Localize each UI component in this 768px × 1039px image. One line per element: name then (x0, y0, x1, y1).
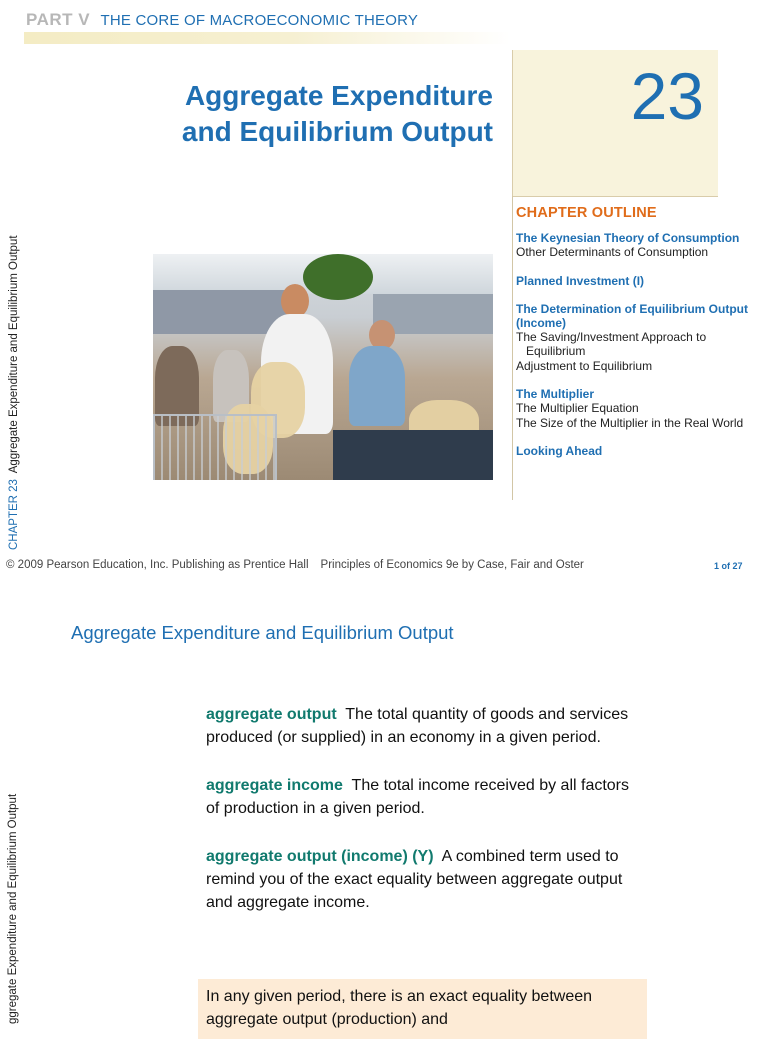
outline-subitem: Equilibrium (526, 344, 586, 358)
chapter-number-box (512, 50, 718, 197)
outline-group (516, 387, 766, 430)
outline-group (516, 231, 766, 260)
page-number: 1 of 27 (714, 561, 743, 571)
part-header (26, 10, 418, 30)
outline-group (516, 274, 766, 288)
footer-book: Principles of Economics 9e by Case, Fair and Oster (320, 559, 584, 571)
chapter-number: 23 (630, 59, 704, 133)
slide-title: Aggregate Expenditure and Equilibrium Output (71, 622, 454, 643)
outline-subitem: The Saving/Investment Approach to (516, 329, 707, 344)
chapter-title-line1: Aggregate Expenditure (184, 80, 493, 111)
definition (206, 845, 646, 914)
definition-term: aggregate output (income) (Y) (206, 848, 434, 865)
definition-text: The total quantity of goods and services produced (or supplied) in an economy in a given period. (206, 706, 629, 746)
chapter-outline (516, 205, 766, 472)
part-title: THE CORE OF MACROECONOMIC THEORY (100, 12, 419, 29)
definition (206, 774, 646, 820)
outline-heading: CHAPTER OUTLINE (516, 205, 657, 221)
definition-term: aggregate income (206, 777, 343, 794)
outline-group (516, 302, 766, 374)
photo-cart (153, 414, 277, 480)
chapter-title (93, 78, 493, 150)
outline-subitem: The Size of the Multiplier in the Real World (516, 415, 744, 430)
callout-box (198, 979, 647, 1039)
outline-item[interactable]: The Determination of Equilibrium Output (Income) (516, 301, 748, 330)
outline-item[interactable]: The Keynesian Theory of Consumption (516, 231, 740, 245)
outline-subitem: Adjustment to Equilibrium (516, 358, 653, 373)
side-caption (8, 235, 20, 550)
side-caption-title: Aggregate Expenditure and Equilibrium Output (8, 235, 20, 474)
chapter-title-line2: and Equilibrium Output (181, 116, 493, 147)
definition-text: A combined term used to remind you of the exact equality between aggregate output and aggregate income. (206, 848, 623, 911)
side-caption-2: ggregate Expenditure and Equilibrium Output (7, 793, 19, 1024)
part-label: PART V (26, 10, 91, 29)
photo-person (349, 346, 405, 426)
outline-subitem: Other Determinants of Consumption (516, 245, 709, 259)
photo-plant (303, 254, 373, 300)
photo-head (281, 284, 309, 318)
definition-term: aggregate output (206, 706, 337, 723)
outline-group (516, 444, 766, 458)
photo-counter (333, 430, 493, 480)
definition (206, 703, 646, 749)
supermarket-photo (153, 254, 493, 480)
side-caption-chapter: CHAPTER 23 (8, 479, 20, 550)
outline-divider (512, 196, 513, 500)
outline-subitem: The Multiplier Equation (516, 401, 639, 415)
footer-copyright: © 2009 Pearson Education, Inc. Publishing as Prentice Hall (6, 559, 309, 571)
footer (6, 559, 584, 571)
definition-text: The total income received by all factors of production in a given period. (206, 777, 630, 817)
definitions (206, 703, 646, 939)
header-bar (24, 32, 510, 44)
callout-text: In any given period, there is an exact equality between aggregate output (production) and (206, 988, 593, 1028)
outline-item[interactable]: Planned Investment (I) (516, 273, 645, 288)
outline-item[interactable]: Looking Ahead (516, 444, 603, 458)
outline-item[interactable]: The Multiplier (516, 387, 594, 401)
